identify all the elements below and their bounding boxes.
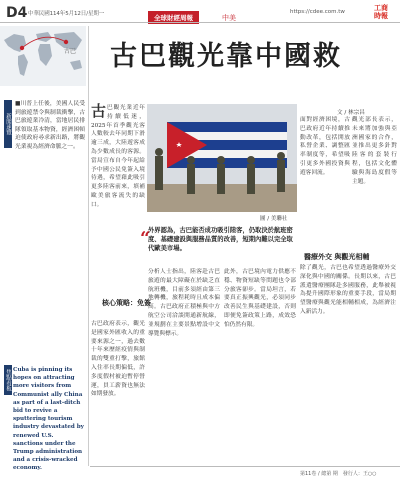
section-tag: 中美 [222,14,236,22]
article-column-6: 觀光部長表示，未來將加強與亞洲國家的合作，並推出更多針對陸客的套裝行程，包括文化體驗與海島度假等主題。 [352,117,397,185]
article-byline: 文 / 林宗昌 [337,110,365,116]
article-column-5: 面對經濟困境，古巴政府近年持續推動改革，包括開放私營企業、調整匯率制度等，希望吸引更多外國投資與遊客回流。 [300,117,350,176]
article-column-1b: 古巴政府表示，觀光是國家外匯收入的重要來源之一，過去數十年來歷經疫情與制裁的雙重打擊，旅館入住率長期偏低，許多度假村被迫暫停營運，員工薪資也無法如期發放。 [91,321,145,398]
main-photo [147,104,297,212]
quote-mark-icon: “ [140,228,151,249]
header-rule [0,22,400,23]
pull-quote: 外界認為，古巴能否成功吸引陸客，仍取決於航班密度、基礎建設與服務品質的改善，短期內難以完全取代歐美市場。 [148,227,293,252]
photo-caption: 圖 / 美聯社 [260,216,288,222]
article-column-2: 分析人士指出，陸客赴古巴旅遊的最大障礙在於缺乏直航班機，目前多須經由第三地轉機，旅程耗時且成本偏高。古巴政府正積極與中方航空公司洽談開通新航線，並規劃在主要景點增設中文導覽與標示。 [148,269,220,337]
page-number: D4 [6,5,28,21]
world-map-icon [0,26,86,86]
column-1-text: 巴觀光業近年持續低迷，2025年首季觀光客人數較去年同期下滑逾三成，大陸遊客成為少數成長的客源。當局宣布自今年起給予中國公民免簽入境待遇，希望藉此吸引更多陸客前來，填補歐美旅客流失的缺口。 [91,105,145,208]
footer-rule [90,466,400,467]
world-map-figure [0,26,86,86]
article-column-5b: 除了觀光，古巴也希望透過醫療外交深化與中國的關係。長期以來，古巴派遣醫療團隊赴多國服務，此舉被視為提升國際形象的重要手段，當局期望醫療與觀光能相輔相成，為經濟注入新活力。 [300,265,396,315]
article-headline: 古巴觀光靠中國救 [110,41,342,72]
subhead-medical-diplomacy: 醫療外交 與觀光相輔 [304,253,370,261]
cuban-flag-parade-photo [147,104,297,212]
article-column-3: 此外，古巴境內電力供應不穩、物資短缺等問題也令部分旅客卻步。當局坦言，若要真正振興觀光，必須同步改善民生與基礎建設，否則即便免簽政策上路，成效恐怕仍然有限。 [224,269,296,328]
column-separator [88,26,89,466]
news-brief-text: ■川普上任後，美國人民受到旅遊禁令與制裁衝擊，古巴旅遊業冷清，當地居民排隊領取基本物資，經濟困頓迫使政府尋求新出路，將觀光業視為經濟命脈之一。 [15,101,85,150]
section-banner: 全球財經周報 [148,11,199,24]
logo-line-1: 工商 [374,4,388,12]
focus-tag: 焦點看板 [4,365,12,395]
footer-text: 第11卷 / 總第 期 發行人：王○○ [300,471,377,477]
issue-date: 中華民國114年5月12日/星期一 [28,11,105,17]
article-column-1 [91,104,145,210]
newspaper-logo [370,4,392,22]
english-summary: Cuba is pinning its hopes on attracting more visitors from Communist ally China as part of a last-ditch bid to revive a sputtering tourism industry devastated by renewed U.S. sanctions under the Trump administration and a crisis-wracked economy. [13,367,84,472]
site-url[interactable]: https://cdee.com.tw [290,9,345,15]
map-label: 古巴 [64,48,77,55]
subhead-visa-free: 核心策略：免簽 [102,299,151,307]
news-brief-tag: 新聞速覽 [4,100,12,148]
drop-cap: 古 [91,102,107,120]
logo-line-2: 時報 [374,12,388,20]
